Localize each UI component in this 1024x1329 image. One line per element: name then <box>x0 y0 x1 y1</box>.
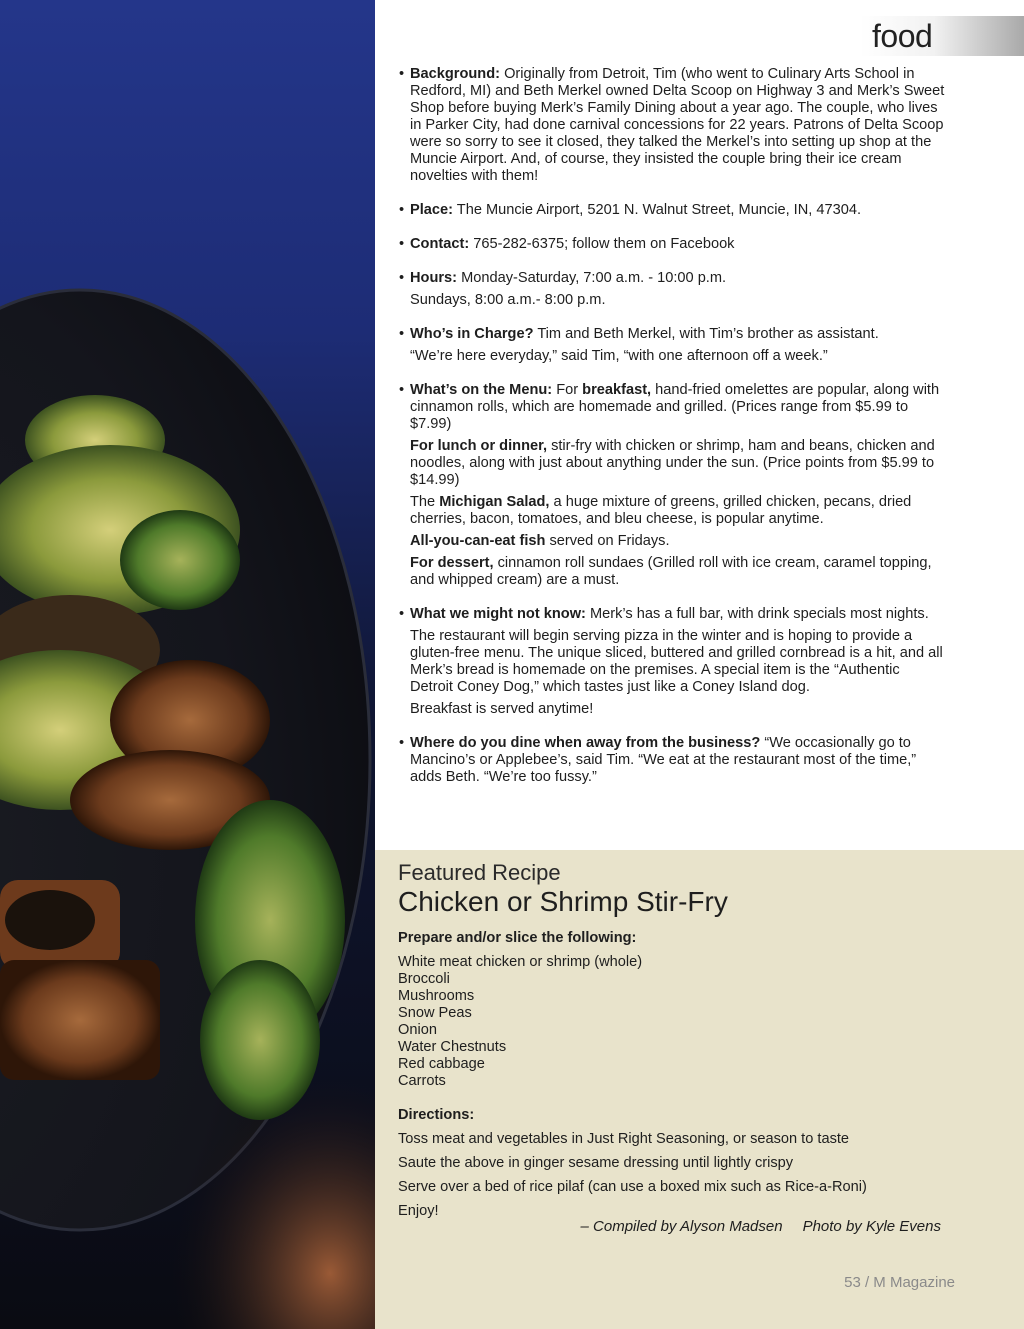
credits <box>541 1218 941 1235</box>
direction-step: Enjoy! <box>398 1203 439 1219</box>
section-label: food <box>872 18 933 54</box>
section-header <box>860 16 1024 56</box>
emphasis: Michigan Salad, <box>439 494 550 510</box>
ingredients-list <box>398 954 958 1090</box>
bullet: • <box>399 270 405 286</box>
bullet: • <box>399 202 405 218</box>
item-paragraph: Hours: Monday-Saturday, 7:00 a.m. - 10:00 p.m. <box>410 270 727 286</box>
direction-step: Saute the above in ginger sesame dressing until lightly crispy <box>398 1155 794 1171</box>
item-paragraph: For lunch or dinner, stir-fry with chicken or shrimp, ham and beans, chicken and noodles, along with just about anything under the sun. (Price points from $5.99 to $14.99) <box>410 438 935 488</box>
info-item <box>398 202 946 219</box>
recipe-title: Chicken or Shrimp Stir-Fry <box>398 886 728 917</box>
item-paragraph: Where do you dine when away from the business? “We occasionally go to Mancino’s or Applebee’s, said Tim. “We eat at the restaurant most of the time,” adds Beth. “We’re too fussy.” <box>410 735 917 785</box>
item-paragraph: The Michigan Salad, a huge mixture of greens, grilled chicken, pecans, dried cherries, bacon, tomatoes, and bleu cheese, is popular anytime. <box>410 494 912 527</box>
featured-recipe-box <box>375 850 1024 1329</box>
item-paragraph: For dessert, cinnamon roll sundaes (Grilled roll with ice cream, caramel topping, and whipped cream) are a must. <box>410 555 932 588</box>
directions-heading: Directions: <box>398 1107 475 1123</box>
item-paragraph: The restaurant will begin serving pizza in the winter and is hoping to provide a gluten-free menu. The unique sliced, buttered and grilled cornbread is a hit, and all Merk’s bread is homemade on the premises. A special item is the “Authentic Detroit Coney Dog,” which tastes just like a Coney Island dog. <box>410 628 943 695</box>
ingredient: White meat chicken or shrimp (whole) <box>398 954 643 970</box>
direction-step: Serve over a bed of rice pilaf (can use a boxed mix such as Rice-a-Roni) <box>398 1179 867 1195</box>
info-item <box>398 606 946 718</box>
info-item <box>398 735 946 786</box>
item-label: Who’s in Charge? <box>410 326 534 342</box>
item-paragraph: What’s on the Menu: For breakfast, hand-fried omelettes are popular, along with cinnamon rolls, which are homemade and grilled. (Prices range from $5.99 to $7.99) <box>410 382 940 432</box>
info-item <box>398 326 946 365</box>
info-item <box>398 236 946 253</box>
ingredient: Mushrooms <box>398 988 475 1004</box>
ingredient: Onion <box>398 1022 437 1038</box>
item-label: Hours: <box>410 270 458 286</box>
item-paragraph: Background: Originally from Detroit, Tim (who went to Culinary Arts School in Redford, MI) and Beth Merkel owned Delta Scoop on Highway 3 and Merk’s Sweet Shop before buying Merk’s Family Dining about a year ago. The couple, who lives in Parker City, had done carnival concessions for 22 years. Patrons of Delta Scoop were so sorry to see it closed, they talked the Merkel’s into setting up shop at the Muncie Airport. And, of course, they insisted the couple bring their ice cream novelties with them! <box>410 66 945 184</box>
ingredient: Water Chestnuts <box>398 1039 507 1055</box>
info-item <box>398 382 946 589</box>
item-label: What we might not know: <box>410 606 586 622</box>
emphasis: For dessert, <box>410 555 494 571</box>
ingredient: Carrots <box>398 1073 446 1089</box>
emphasis: All-you-can-eat fish <box>410 533 546 549</box>
featured-recipe-label: Featured Recipe <box>398 860 561 885</box>
bullet: • <box>399 236 405 252</box>
info-item <box>398 270 946 309</box>
bullet: • <box>399 326 405 342</box>
bullet: • <box>399 735 405 751</box>
compiled-by: – Compiled by Alyson Madsen <box>580 1218 783 1235</box>
item-paragraph: What we might not know: Merk’s has a full bar, with drink specials most nights. <box>410 606 929 622</box>
emphasis: For lunch or dinner, <box>410 438 548 454</box>
info-item <box>398 66 946 185</box>
directions-list <box>398 1131 958 1220</box>
page-number: 53 / M Magazine <box>844 1274 955 1291</box>
item-label: What’s on the Menu: <box>410 382 553 398</box>
item-label: Place: <box>410 202 453 218</box>
prepare-heading: Prepare and/or slice the following: <box>398 930 637 946</box>
item-paragraph: Sundays, 8:00 a.m.- 8:00 p.m. <box>410 292 606 308</box>
item-label: Contact: <box>410 236 470 252</box>
item-paragraph: Place: The Muncie Airport, 5201 N. Walnut Street, Muncie, IN, 47304. <box>410 202 862 218</box>
bullet: • <box>399 606 405 622</box>
emphasis: breakfast, <box>582 382 652 398</box>
bullet: • <box>399 66 405 82</box>
item-label: Where do you dine when away from the business? <box>410 735 761 751</box>
ingredient: Red cabbage <box>398 1056 485 1072</box>
ingredient: Snow Peas <box>398 1005 472 1021</box>
ingredient: Broccoli <box>398 971 450 987</box>
article-content <box>398 66 946 803</box>
item-paragraph: Who’s in Charge? Tim and Beth Merkel, with Tim’s brother as assistant. <box>410 326 879 342</box>
photo-credit: Photo by Kyle Evens <box>802 1218 941 1235</box>
item-label: Background: <box>410 66 500 82</box>
food-photo <box>0 0 375 1329</box>
item-paragraph: All-you-can-eat fish served on Fridays. <box>410 533 670 549</box>
bullet: • <box>399 382 405 398</box>
item-paragraph: Contact: 765-282-6375; follow them on Facebook <box>410 236 735 252</box>
item-paragraph: Breakfast is served anytime! <box>410 701 594 717</box>
item-paragraph: “We’re here everyday,” said Tim, “with one afternoon off a week.” <box>410 348 828 364</box>
direction-step: Toss meat and vegetables in Just Right Seasoning, or season to taste <box>398 1131 850 1147</box>
